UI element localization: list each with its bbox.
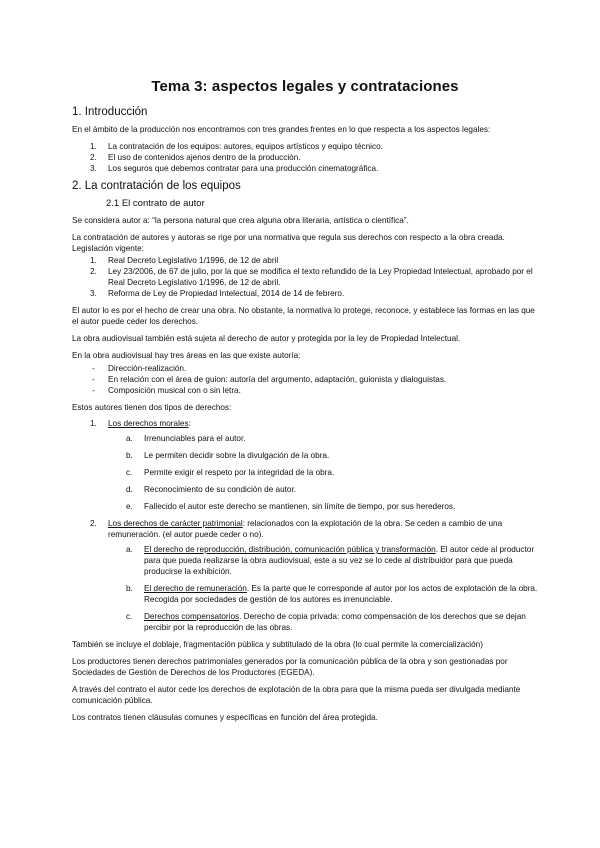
- author-fact-paragraph: El autor lo es por el hecho de crear una obra. No obstante, la normativa lo protege, reconoce, y establece las formas en las que el autor puede ceder los derechos.: [72, 306, 535, 326]
- list-marker: a.: [126, 545, 133, 554]
- audiovisual-subject-paragraph: La obra audiovisual también está sujeta al derecho de autor y protegida por la ley de Propiedad Intelectual.: [72, 334, 461, 343]
- producers-paragraph: Los productores tienen derechos patrimoniales generados por la comunicación pública de la obra y son gestionadas por Sociedades de Gestión de Derechos de los Productores (EGEDA).: [72, 657, 508, 677]
- list-item: [72, 467, 538, 478]
- list-item: [72, 544, 538, 577]
- authorship-areas-list: [72, 363, 538, 396]
- contract-paragraph: A través del contrato el autor cede los derechos de explotación de la obra para que la misma pueda ser divulgada mediante comunicación pública.: [72, 685, 521, 705]
- moral-rights-suffix: :: [188, 419, 191, 428]
- list-marker: 3.: [90, 289, 97, 298]
- list-item-text: En relación con el área de guion: autoría del argumento, adaptación, guionista y dialoguistas.: [108, 375, 447, 384]
- list-item: [72, 363, 538, 374]
- list-item-text: Fallecido el autor este derecho se mantienen, sin límite de tiempo, por sus herederos.: [144, 502, 456, 511]
- list-marker: 1.: [90, 419, 97, 428]
- list-item: [72, 385, 538, 396]
- author-definition: Se considera autor a: “la persona natural que crea alguna obra literaria, artística o científica”.: [72, 216, 409, 225]
- list-marker: -: [92, 375, 95, 384]
- moral-rights-item: [72, 418, 538, 512]
- patrimonial-rights-suffix: : relacionados con la explotación de la obra. Se ceden a cambio de una remuneración. (el autor puede ceder o no).: [108, 519, 503, 539]
- rights-list: [72, 418, 538, 633]
- list-marker: 1.: [90, 142, 97, 151]
- list-marker: d.: [126, 485, 133, 494]
- list-item-text: . Derecho de copia privada: como compensación de los derechos que se dejan percibir por la reproducción de las obras.: [144, 612, 526, 632]
- list-item-text: Le permiten decidir sobre la divulgación de la obra.: [144, 451, 330, 460]
- two-types-paragraph: Estos autores tienen dos tipos de derechos:: [72, 403, 232, 412]
- list-marker: 2.: [90, 267, 97, 276]
- list-item: [72, 484, 538, 495]
- audiovisual-areas-paragraph: En la obra audiovisual hay tres áreas en las que existe autoría:: [72, 351, 301, 360]
- list-item-text: Dirección-realización.: [108, 364, 187, 373]
- list-marker: 1.: [90, 256, 97, 265]
- list-item: [72, 611, 538, 633]
- list-item-text: . Es la parte que le corresponde al autor por los actos de explotación de la obra. Recogida por sociedades de gestión de los autores es irrenunciable.: [144, 584, 538, 604]
- section-1-heading: 1. Introducción: [72, 106, 148, 118]
- dubbing-paragraph: También se incluye el doblaje, fragmentación pública y subtitulado de la obra (lo cual permite la comercialización): [72, 640, 483, 649]
- legal-fronts-list: [72, 141, 538, 174]
- list-item-text: Permite exigir el respeto por la integridad de la obra.: [144, 468, 335, 477]
- list-marker: 2.: [90, 153, 97, 162]
- list-item-text: Real Decreto Legislativo 1/1996, de 12 de abril: [108, 256, 279, 265]
- list-item: [72, 255, 538, 266]
- list-item: [72, 266, 538, 288]
- list-marker: -: [92, 386, 95, 395]
- section-1-intro: En el ámbito de la producción nos encontramos con tres grandes frentes en lo que respecta a los aspectos legales:: [72, 125, 491, 134]
- list-marker: 2.: [90, 519, 97, 528]
- list-marker: b.: [126, 451, 133, 460]
- list-item-text: Reconocimiento de su condición de autor.: [144, 485, 297, 494]
- regulation-paragraph: La contratación de autores y autoras se rige por una normativa que regula sus derechos con respecto a la obra creada. Legislación vigente:: [72, 233, 505, 253]
- list-item-text: Composición musical con o sin letra.: [108, 386, 241, 395]
- list-marker: c.: [126, 468, 133, 477]
- list-item-text: . El autor cede al productor para que pueda realizarse la obra audiovisual, este a su vez se lo cede al distribuidor para que pueda producirse la exhibición.: [144, 545, 535, 576]
- clauses-paragraph: Los contratos tienen cláusulas comunes y específicas en función del área protegida.: [72, 713, 378, 722]
- patrimonial-rights-sublist: [108, 544, 538, 633]
- list-marker: 3.: [90, 164, 97, 173]
- moral-rights-title: Los derechos morales: [108, 419, 189, 428]
- list-item-text: La contratación de los equipos: autores, equipos artísticos y equipo técnico.: [108, 142, 383, 151]
- list-item: [72, 450, 538, 461]
- list-item-title: El derecho de remuneración: [144, 584, 247, 593]
- section-2-heading: 2. La contratación de los equipos: [72, 180, 241, 192]
- list-item: [72, 163, 538, 174]
- list-item: [72, 288, 538, 299]
- list-item-text: Ley 23/2006, de 67 de julio, por la que se modifica el texto refundido de la Ley Propiedad Intelectual, aprobado por el Real Decreto Legislativo 1/1996, de 12 de abril.: [108, 267, 533, 287]
- list-marker: c.: [126, 612, 133, 621]
- list-item: [72, 152, 538, 163]
- list-marker: b.: [126, 584, 133, 593]
- list-item: [72, 583, 538, 605]
- moral-rights-sublist: [108, 433, 538, 512]
- list-item-title: El derecho de reproducción, distribución, comunicación pública y transformación: [144, 545, 436, 554]
- patrimonial-rights-item: [72, 518, 538, 633]
- list-item-text: El uso de contenidos ajenos dentro de la producción.: [108, 153, 301, 162]
- list-item: [72, 374, 538, 385]
- list-item: [72, 141, 538, 152]
- list-item: [72, 501, 538, 512]
- list-item-text: Irrenunciables para el autor.: [144, 434, 246, 443]
- list-item-text: Los seguros que debemos contratar para una producción cinematográfica.: [108, 164, 379, 173]
- list-marker: e.: [126, 502, 133, 511]
- list-item: [72, 433, 538, 444]
- laws-list: [72, 255, 538, 299]
- page-title: Tema 3: aspectos legales y contrataciones: [151, 78, 459, 95]
- list-item-text: Reforma de Ley de Propiedad Intelectual, 2014 de 14 de febrero.: [108, 289, 345, 298]
- list-marker: a.: [126, 434, 133, 443]
- list-item-title: Derechos compensatorios: [144, 612, 240, 621]
- section-2-1-heading: 2.1 El contrato de autor: [106, 198, 205, 209]
- list-marker: -: [92, 364, 95, 373]
- patrimonial-rights-title: Los derechos de carácter patrimonial: [108, 519, 243, 528]
